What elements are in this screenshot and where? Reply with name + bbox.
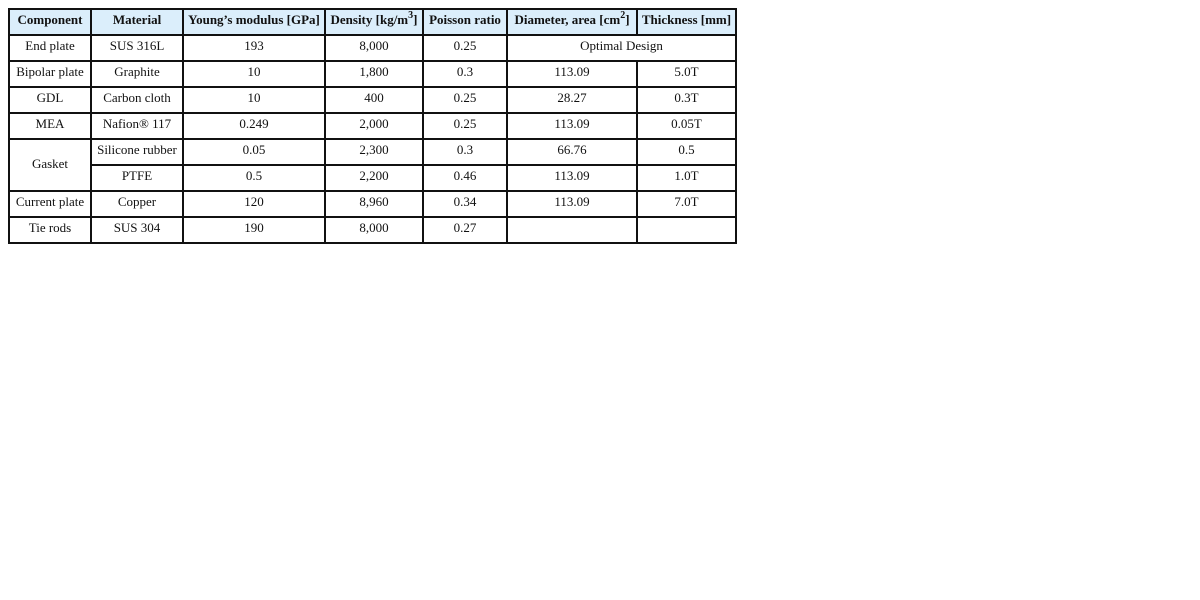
table-row [9,35,736,61]
cell-component: GDL [9,87,91,113]
cell-component: Current plate [9,191,91,217]
cell-density: 2,300 [325,139,423,165]
cell-diameter-area [507,217,637,243]
table-body [9,35,736,243]
cell-material: PTFE [91,165,183,191]
cell-density: 8,960 [325,191,423,217]
cell-component: MEA [9,113,91,139]
cell-poisson-ratio: 0.25 [423,35,507,61]
cell-thickness: 0.05T [637,113,736,139]
cell-diameter-area: 113.09 [507,191,637,217]
cell-density: 2,000 [325,113,423,139]
material-properties-table [8,8,737,244]
cell-diameter-area: 113.09 [507,61,637,87]
cell-diameter-area: 113.09 [507,165,637,191]
cell-density: 1,800 [325,61,423,87]
cell-diameter-area: 28.27 [507,87,637,113]
table-row [9,191,736,217]
cell-poisson-ratio: 0.46 [423,165,507,191]
table-row [9,217,736,243]
cell-material: SUS 316L [91,35,183,61]
header-density-superscript: 3 [408,9,414,21]
table-row [9,113,736,139]
cell-component: End plate [9,35,91,61]
cell-poisson-ratio: 0.25 [423,113,507,139]
header-component: Component [9,9,91,35]
cell-material: SUS 304 [91,217,183,243]
cell-material: Graphite [91,61,183,87]
cell-youngs-modulus: 193 [183,35,325,61]
table-row [9,139,736,165]
header-area-text: Diameter, area [cm [514,12,621,27]
cell-youngs-modulus: 0.249 [183,113,325,139]
cell-material: Silicone rubber [91,139,183,165]
cell-component: Gasket [9,139,91,191]
cell-poisson-ratio: 0.3 [423,61,507,87]
cell-density: 2,200 [325,165,423,191]
cell-density: 8,000 [325,217,423,243]
cell-poisson-ratio: 0.25 [423,87,507,113]
cell-diameter-area: 113.09 [507,113,637,139]
header-row [9,9,736,35]
cell-material: Copper [91,191,183,217]
cell-thickness [637,217,736,243]
table-row [9,165,736,191]
cell-density: 8,000 [325,35,423,61]
cell-youngs-modulus: 0.5 [183,165,325,191]
cell-youngs-modulus: 190 [183,217,325,243]
table-row [9,61,736,87]
cell-component: Bipolar plate [9,61,91,87]
cell-poisson-ratio: 0.34 [423,191,507,217]
cell-youngs-modulus: 0.05 [183,139,325,165]
cell-optimal-design: Optimal Design [507,35,736,61]
cell-thickness: 7.0T [637,191,736,217]
cell-component: Tie rods [9,217,91,243]
cell-material: Carbon cloth [91,87,183,113]
header-youngs-modulus: Young’s modulus [GPa] [183,9,325,35]
header-density-text: Density [kg/m [330,12,409,27]
cell-thickness: 1.0T [637,165,736,191]
cell-youngs-modulus: 10 [183,61,325,87]
header-area-superscript: 2 [620,9,626,21]
cell-youngs-modulus: 120 [183,191,325,217]
cell-youngs-modulus: 10 [183,87,325,113]
table-row [9,87,736,113]
cell-material: Nafion® 117 [91,113,183,139]
cell-thickness: 0.5 [637,139,736,165]
header-density [325,9,423,35]
cell-poisson-ratio: 0.3 [423,139,507,165]
header-material: Material [91,9,183,35]
header-poisson-ratio: Poisson ratio [423,9,507,35]
cell-thickness: 0.3T [637,87,736,113]
header-diameter-area [507,9,637,35]
cell-density: 400 [325,87,423,113]
header-thickness: Thickness [mm] [637,9,736,35]
table-header [9,9,736,35]
header-density-close: ] [413,12,418,27]
cell-poisson-ratio: 0.27 [423,217,507,243]
header-area-close: ] [625,12,630,27]
cell-thickness: 5.0T [637,61,736,87]
cell-diameter-area: 66.76 [507,139,637,165]
